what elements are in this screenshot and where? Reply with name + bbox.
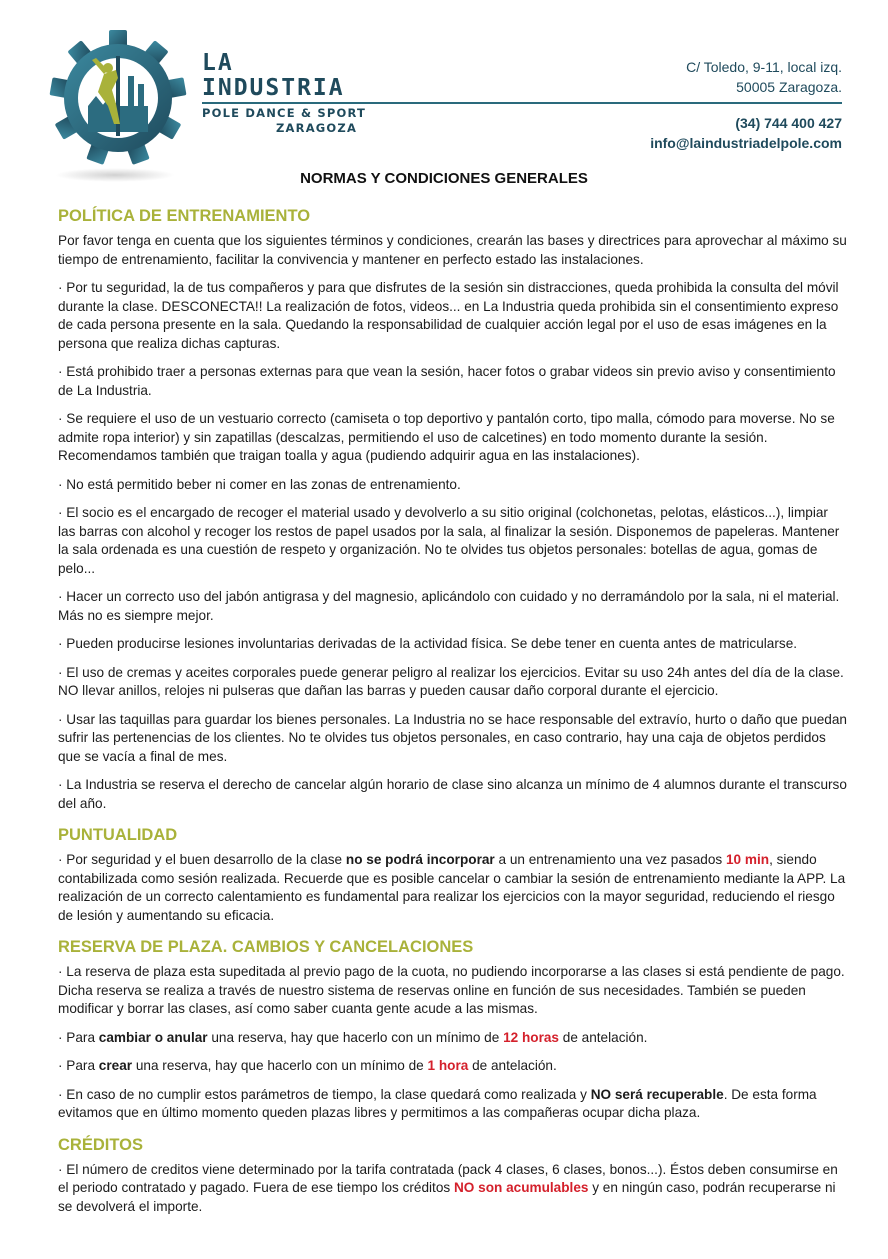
training-rule-8: · El uso de cremas y aceites corporales puede generar peligro al realizar los ejercicios. Evitar su uso 24h antes del día de la clase. NO llevar anillos, relojes ni pulseras que dañan las barras y pueden causar daño corporal durante el ejercicio. [58,664,844,698]
booking-rule-1: · La reserva de plaza esta supeditada al previo pago de la cuota, no pudiendo incorporarse a las clases si está pendiente de pago. Dicha reserva se realiza a través de nuestro sistema de reservas online en función de sus necesidades. También se pueden modificar y borrar las clases, así como saber cuanta gente acude a las mismas. [58,964,845,1016]
text-run: y en ningún caso, podrán recuperarse ni se devolverá el importe. [58,1180,836,1214]
text-run: · El número de creditos viene determinado por la tarifa contratada (pack 4 clases, 6 clases, bonos...). Éstos deben consumirse en el periodo contratado y pagado. Fuera de ese tiempo los créditos [58,1161,838,1195]
section-heading-credits: CRÉDITOS [58,1135,143,1154]
text-run: de antelación. [558,1029,648,1045]
header-divider [202,102,842,104]
training-rule-2: · Está prohibido traer a personas externas para que vean la sesión, hacer fotos o grabar videos sin previo aviso y consentimiento de La Industria. [58,364,836,398]
highlight-run: 1 hora [427,1058,469,1073]
text-run: una reserva, hay que hacerlo con un mínimo de [132,1058,428,1073]
address-block [686,57,842,97]
header [0,0,888,190]
page-title: NORMAS Y CONDICIONES GENERALES [300,170,588,187]
booking-rule-3 [58,1057,848,1076]
section-heading-training: POLÍTICA DE ENTRENAMIENTO [58,207,311,225]
bold-run: NO será recuperable [590,1086,724,1102]
punctuality-rule [58,851,848,925]
highlight-run: NO son acumulables [453,1180,589,1195]
section-heading-punctuality: PUNTUALIDAD [58,826,178,844]
training-rule-5: · El socio es el encargado de recoger el material usado y devolverlo a su sitio original (colchonetas, pelotas, elásticos...), limpiar las barras con alcohol y recoger los restos de papel usados por la sala, al finalizar la sesión. Disponemos de papeleras. Mantener la sala ordenada es una cuestión de respeto y organización. No te olvides tus objetos personales: botellas de agua, gomas de pelo... [58,505,840,576]
text-run: . De esta forma evitamos que en último momento queden plazas libres y permitimos a las compañeras ocupar dicha plaza. [58,1086,817,1120]
brand-tagline: POLE DANCE & SPORT [202,106,367,120]
text-run: · Para [58,1029,99,1045]
training-rule-1: · Por tu seguridad, la de tus compañeros y para que disfrutes de la sesión sin distracciones, queda prohibida la consulta del móvil durante la clase. DESCONECTA!! La realización de fotos, videos... en La Industria queda prohibida sin el consentimiento expreso de cada persona presente en la sala. Quedando la responsabilidad de cualquier acción legal por el uso de esas imágenes en la persona que realiza dichas capturas. [58,280,839,351]
training-rule-3: · Se requiere el uso de un vestuario correcto (camiseta o top deportivo y pantalón corto, tipo malla, cómodo para moverse. No se admite ropa interior) y sin zapatillas (descalzas, permitiendo el uso de calcetines) en todo momento durante la sesión. Recomendamos también que traigan toalla y agua (pudiendo adquirir agua en las instalaciones). [58,411,835,463]
text-run: · Por seguridad y el buen desarrollo de la clase [58,852,346,867]
text-run: · En caso de no cumplir estos parámetros de tiempo, la clase quedará como realizada y [58,1086,591,1102]
brand-name-line1: LA [202,50,234,76]
text-run: · Para [58,1058,99,1073]
gear-logo-icon [48,28,188,168]
bold-run: cambiar o anular [98,1029,208,1045]
highlight-run: 10 min [725,852,770,867]
contact-block [650,113,842,153]
training-rule-4: · No está permitido beber ni comer en las zonas de entrenamiento. [58,476,461,492]
training-rule-7: · Pueden producirse lesiones involuntarias derivadas de la actividad física. Se debe tener en cuenta antes de matricularse. [58,636,798,651]
training-rule-10: · La Industria se reserva el derecho de cancelar algún horario de clase sino alcanza un mínimo de 4 alumnos durante el transcurso del año. [58,777,847,811]
highlight-run: 12 horas [503,1029,559,1045]
section-heading-booking: RESERVA DE PLAZA. CAMBIOS Y CANCELACIONES [58,938,474,956]
text-run: una reserva, hay que hacerlo con un mínimo de [207,1029,504,1045]
bold-run: crear [98,1058,133,1073]
text-run: a un entrenamiento una vez pasados [494,852,726,867]
phone-number: (34) 744 400 427 [735,115,842,131]
brand-city: ZARAGOZA [276,121,358,135]
training-rule-9: · Usar las taquillas para guardar los bienes personales. La Industria no se hace responsable del extravío, hurto o daño que puedan sufrir las pertenencias de los clientes. No te olvides tus objetos personales, en caso contrario, hay una caja de objetos perdidos que se vacía a final de mes. [58,711,847,764]
document-body [58,204,848,1216]
text-run: de antelación. [468,1058,557,1073]
text-run: , siendo contabilizada como sesión realizada. Recuerde que es posible cancelar o cambiar la sesión de entrenamiento mediante la APP. La realización de un correcto calentamiento es fundamental para realizar los ejercicios con la mayor seguridad, reduciendo el riesgo de lesión y aumentando su eficacia. [58,852,846,923]
training-intro: Por favor tenga en cuenta que los siguientes términos y condiciones, crearán las bases y directrices para aprovechar al máximo su tiempo de entrenamiento, facilitar la convivencia y mantener en perfecto estado las instalaciones. [58,233,847,267]
bold-run: no se podrá incorporar [345,852,495,867]
address-street: C/ Toledo, 9-11, local izq. [686,59,842,75]
email-link[interactable]: info@laindustriadelpole.com [650,135,842,151]
address-city: 50005 Zaragoza. [736,79,842,95]
training-rule-6: · Hacer un correcto uso del jabón antigrasa y del magnesio, aplicándolo con cuidado y no derramándolo por la sala, ni el material. Más no es siempre mejor. [58,589,840,623]
booking-rule-2 [58,1029,848,1048]
booking-rule-4 [58,1086,848,1123]
brand-name-line2: INDUSTRIA [202,75,345,101]
credits-rule [58,1161,848,1217]
